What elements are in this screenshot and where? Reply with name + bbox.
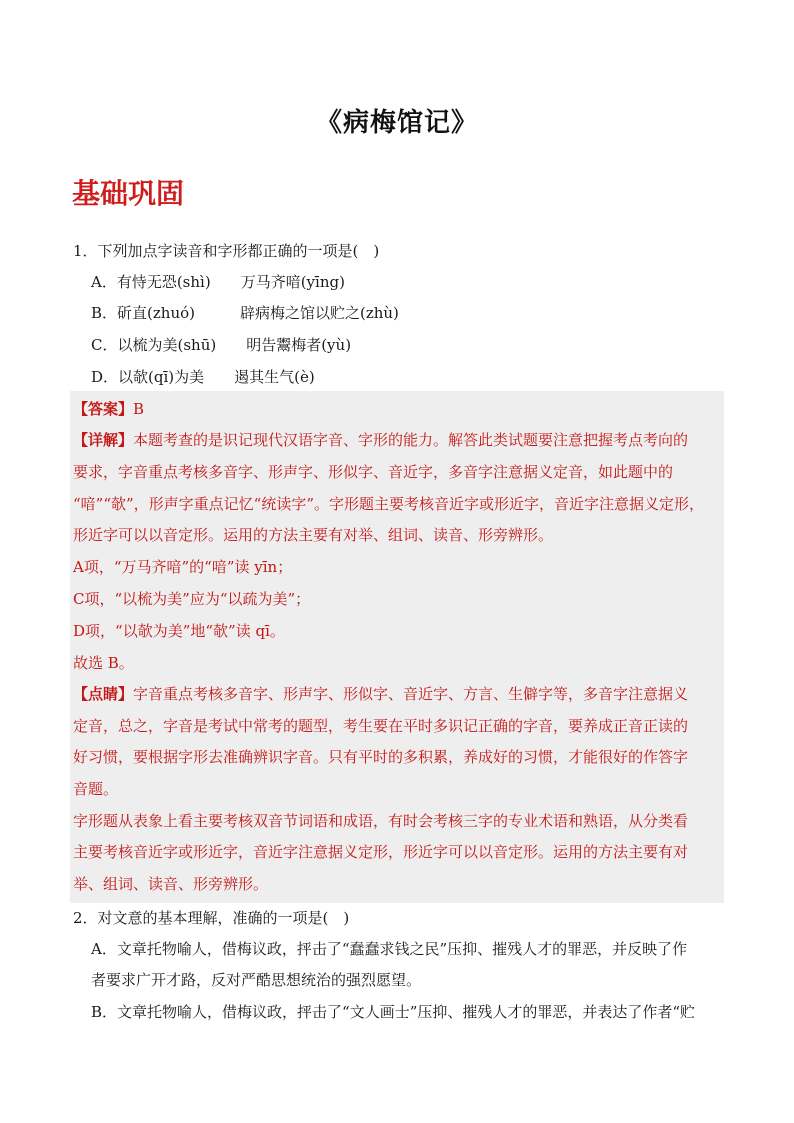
- question-2-stem: 2．对文意的基本理解，准确的一项是( ): [73, 909, 350, 927]
- question-1-stem: 1．下列加点字读音和字形都正确的一项是( ): [73, 242, 380, 260]
- answer-label: 【答案】: [73, 400, 134, 418]
- tip-line-4: 音题。: [73, 780, 119, 798]
- detail-line-3: “喑”“欹”，形声字重点记忆“统读字”。字形题主要考核音近字或形近字，音近字注意据义定形，: [73, 495, 705, 513]
- detail-line-6: C项，“以梳为美”应为“以疏为美”；: [73, 590, 311, 608]
- detail-line-7: D项，“以欹为美”地“欹”读 qī。: [73, 622, 285, 640]
- tip-line-1: [73, 683, 725, 705]
- question-1-option-b: B．斫直(zhuó) 辟病梅之馆以贮之(zhù): [91, 304, 399, 322]
- detail-line-4: 形近字可以以音定形。运用的方法主要有对举、组词、读音、形旁辨形。: [73, 526, 554, 544]
- answer-value: B: [133, 400, 145, 418]
- detail-label: 【详解】: [73, 431, 134, 449]
- tip-line-2: 定音，总之，字音是考试中常考的题型，考生要在平时多识记正确的字音，要养成正音正读的: [73, 717, 689, 735]
- tip-line-5: 字形题从表象上看主要考核双音节词语和成语，有时会考核三字的专业术语和熟语，从分类看: [73, 812, 689, 830]
- answer-line: [73, 398, 725, 420]
- section-heading: 基础巩固: [72, 177, 185, 210]
- detail-line-5: A项，“万马齐喑”的“喑”读 yīn；: [73, 558, 293, 576]
- question-2-option-a: A．文章托物喻人，借梅议政，抨击了“蠢蠢求钱之民”压抑、摧残人才的罪恶，并反映了作: [91, 940, 688, 958]
- tip-line-7: 举、组词、读音、形旁辨形。: [73, 875, 269, 893]
- detail-line-1: [73, 429, 725, 451]
- tip-text: 字音重点考核多音字、形声字、形似字、音近字、方言、生僻字等，多音字注意据义: [133, 685, 689, 703]
- question-1-option-c: C．以梳为美(shū) 明告鬻梅者(yù): [91, 336, 352, 354]
- question-2-option-a-cont: 者要求广开才路，反对严酷思想统治的强烈愿望。: [91, 971, 422, 989]
- detail-text: 本题考查的是识记现代汉语字音、字形的能力。解答此类试题要注意把握考点考向的: [133, 431, 689, 449]
- question-1-option-d: D．以欹(qī)为美 遏其生气(è): [91, 368, 315, 386]
- question-2-option-b: B．文章托物喻人，借梅议政，抨击了“文人画士”压抑、摧残人才的罪恶，并表达了作者“贮: [91, 1003, 696, 1021]
- tip-line-6: 主要考核音近字或形近字，音近字注意据义定形，形近字可以以音定形。运用的方法主要有对: [73, 843, 689, 861]
- tip-label: 【点睛】: [73, 685, 134, 703]
- tip-line-3: 好习惯，要根据字形去准确辨识字音。只有平时的多积累，养成好的习惯，才能很好的作答字: [73, 748, 689, 766]
- detail-line-8: 故选 B。: [73, 654, 134, 672]
- detail-line-2: 要求，字音重点考核多音字、形声字、形似字、音近字，多音字注意据义定音，如此题中的: [73, 463, 674, 481]
- question-1-option-a: A．有恃无恐(shì) 万马齐喑(yīng): [91, 273, 345, 291]
- document-title: 《病梅馆记》: [315, 108, 478, 138]
